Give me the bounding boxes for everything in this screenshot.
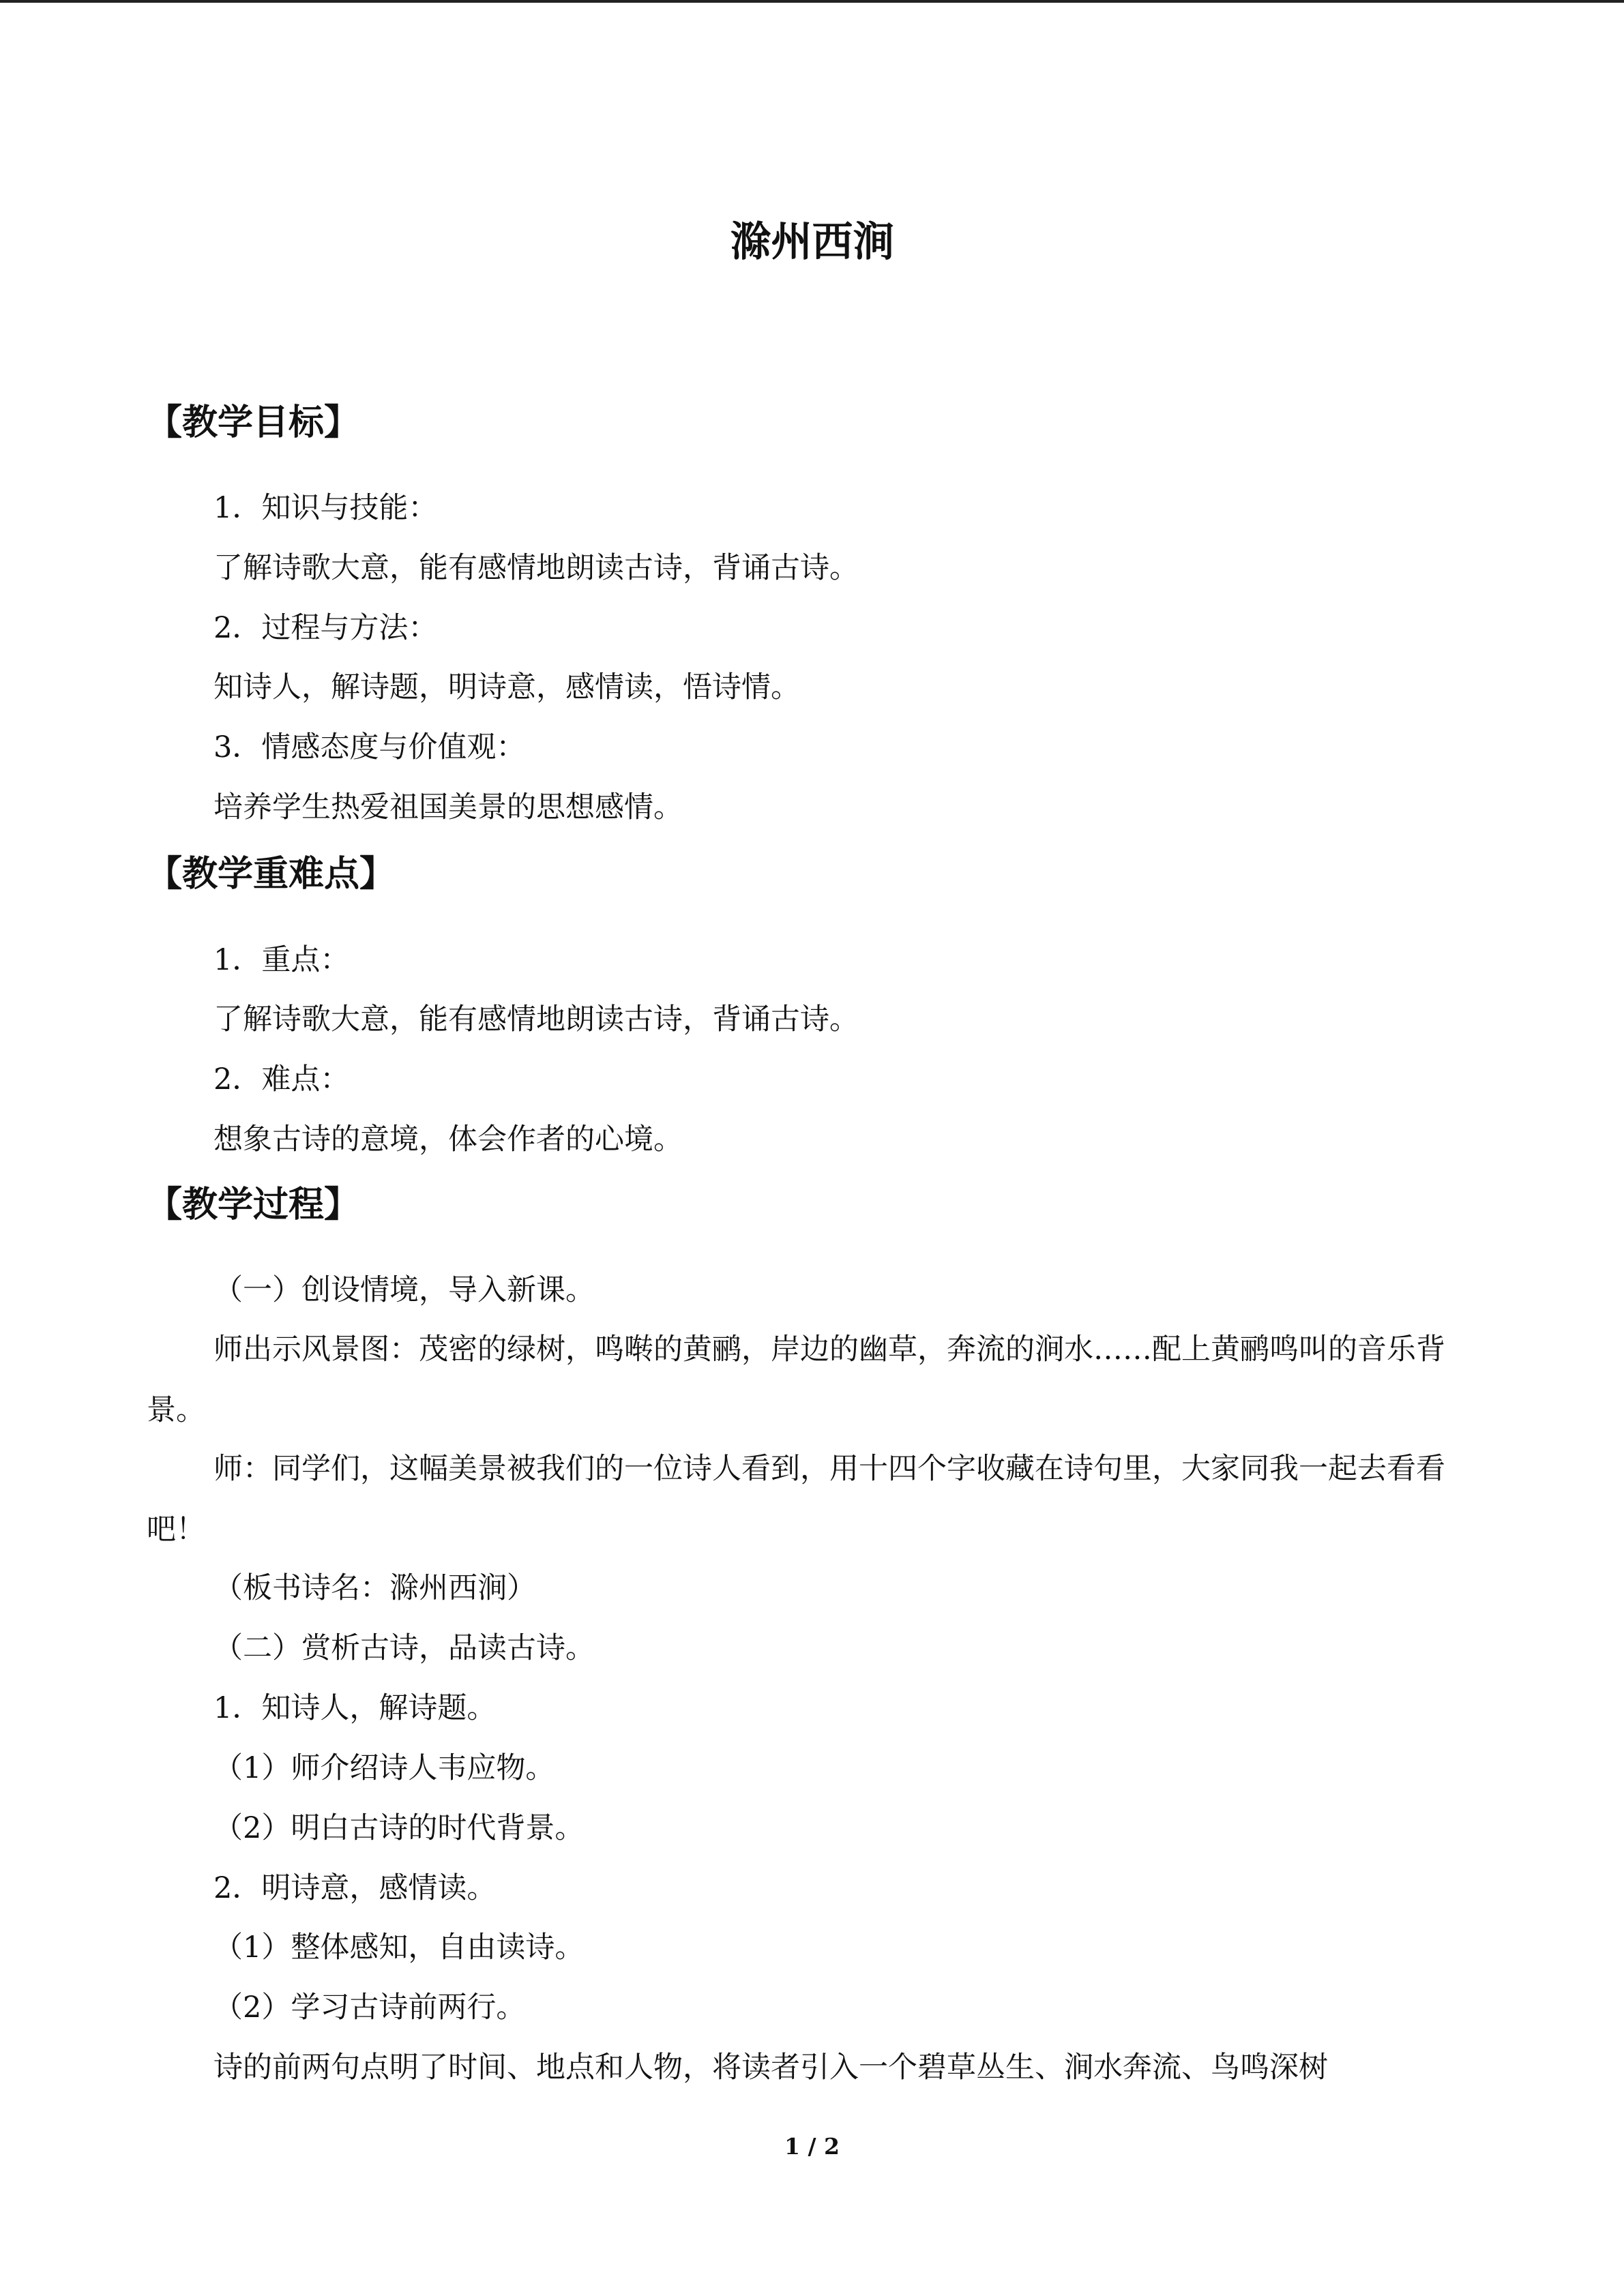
process-line-1: （一）创设情境，导入新课。 [213,1273,595,1307]
top-border-line [0,0,1624,3]
objectives-line-2: 了解诗歌大意，能有感情地朗读古诗，背诵古诗。 [213,551,859,585]
process-line-10: （1）整体感知，自由读诗。 [213,1930,585,1965]
page-number: 1 / 2 [784,2133,840,2160]
key-points-line-4: 想象古诗的意境，体会作者的心境。 [213,1122,683,1157]
section-heading-key-points: 【教学重难点】 [147,853,396,895]
process-paragraph-1: 师出示风景图：茂密的绿树，鸣啭的黄鹂，岸边的幽草，奔流的涧水……配上黄鹂鸣叫的音乐背景。 [147,1332,1445,1427]
process-line-5: （二）赏析古诗，品读古诗。 [213,1631,595,1665]
process-paragraph-2: 师：同学们，这幅美景被我们的一位诗人看到，用十四个字收藏在诗句里，大家同我一起去看看吧！ [147,1452,1445,1547]
document-title: 滁州西涧 [730,218,894,266]
section-heading-objectives: 【教学目标】 [147,402,360,443]
process-line-6: 1．知诗人，解诗题。 [213,1691,497,1725]
process-line-9: 2．明诗意，感情读。 [213,1871,497,1905]
objectives-line-3: 2．过程与方法： [213,611,438,645]
process-line-11: （2）学习古诗前两行。 [213,1991,526,2025]
objectives-line-1: 1．知识与技能： [213,491,438,525]
process-line-8: （2）明白古诗的时代背景。 [213,1811,585,1845]
key-points-line-2: 了解诗歌大意，能有感情地朗读古诗，背诵古诗。 [213,1002,859,1037]
section-heading-process: 【教学过程】 [147,1184,360,1225]
objectives-line-4: 知诗人，解诗题，明诗意，感情读，悟诗情。 [213,670,800,704]
objectives-line-5: 3．情感态度与价值观： [213,730,526,764]
process-line-12: 诗的前两句点明了时间、地点和人物，将读者引入一个碧草丛生、涧水奔流、鸟鸣深树 [213,2051,1328,2085]
key-points-line-3: 2．难点： [213,1062,350,1097]
objectives-line-6: 培养学生热爱祖国美景的思想感情。 [213,790,683,824]
process-line-7: （1）师介绍诗人韦应物。 [213,1751,555,1785]
process-line-4: （板书诗名：滁州西涧） [213,1571,536,1605]
key-points-line-1: 1．重点： [213,943,350,977]
